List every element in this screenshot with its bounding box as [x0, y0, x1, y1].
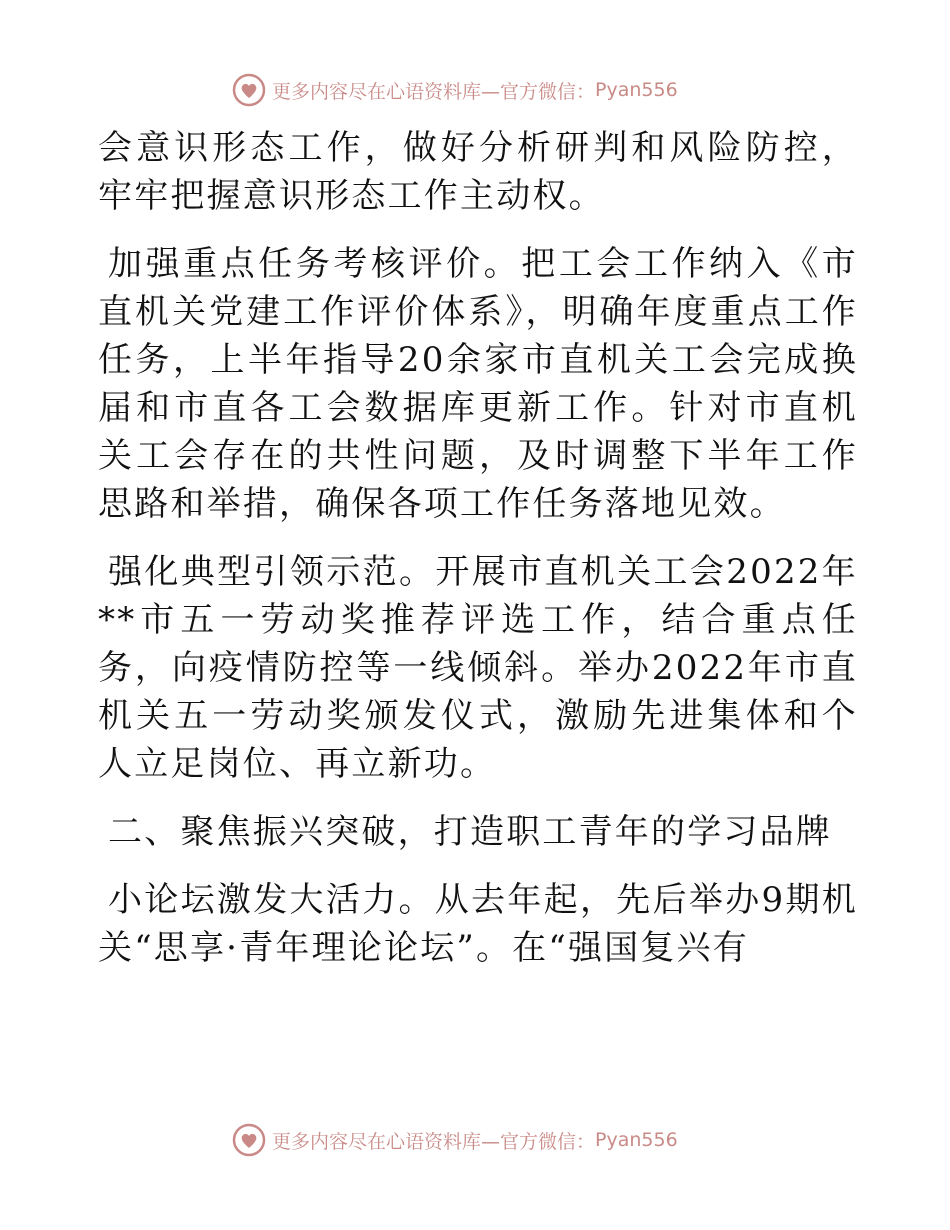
- watermark-contact: Pyan556: [595, 79, 678, 101]
- paragraph-evaluation: 加强重点任务考核评价。把工会工作纳入《市直机关党建工作评价体系》，明确年度重点工作任务，上半年指导20余家市直机关工会完成换届和市直各工会数据库更新工作。针对市直机关工会存在的共性问题，及时调整下半年工作思路和举措，确保各项工作任务落地见效。: [98, 244, 858, 524]
- paragraph-forum: 小论坛激发大活力。从去年起，先后举办9期机关“思享·青年理论论坛”。在“强国复兴有: [98, 880, 858, 968]
- document-body: [98, 124, 858, 972]
- heart-pen-icon: [232, 73, 266, 107]
- section-heading: 二、聚焦振兴突破，打造职工青年的学习品牌: [108, 812, 832, 852]
- heart-pen-icon: [232, 1123, 266, 1157]
- watermark-brand-text: 更多内容尽在心语资料库—官方微信：: [272, 80, 596, 103]
- watermark-contact: Pyan556: [595, 1129, 678, 1151]
- paragraph-ideology: 会意识形态工作，做好分析研判和风险防控，牢牢把握意识形态工作主动权。: [98, 128, 858, 216]
- watermark-brand-text: 更多内容尽在心语资料库—官方微信：: [272, 1130, 596, 1153]
- watermark-header: [232, 72, 752, 108]
- paragraph-models: 强化典型引领示范。开展市直机关工会2022年**市五一劳动奖推荐评选工作，结合重点任务，向疫情防控等一线倾斜。举办2022年市直机关五一劳动奖颁发仪式，激励先进集体和个人立足岗位、再立新功。: [98, 552, 858, 784]
- watermark-footer: [232, 1122, 752, 1158]
